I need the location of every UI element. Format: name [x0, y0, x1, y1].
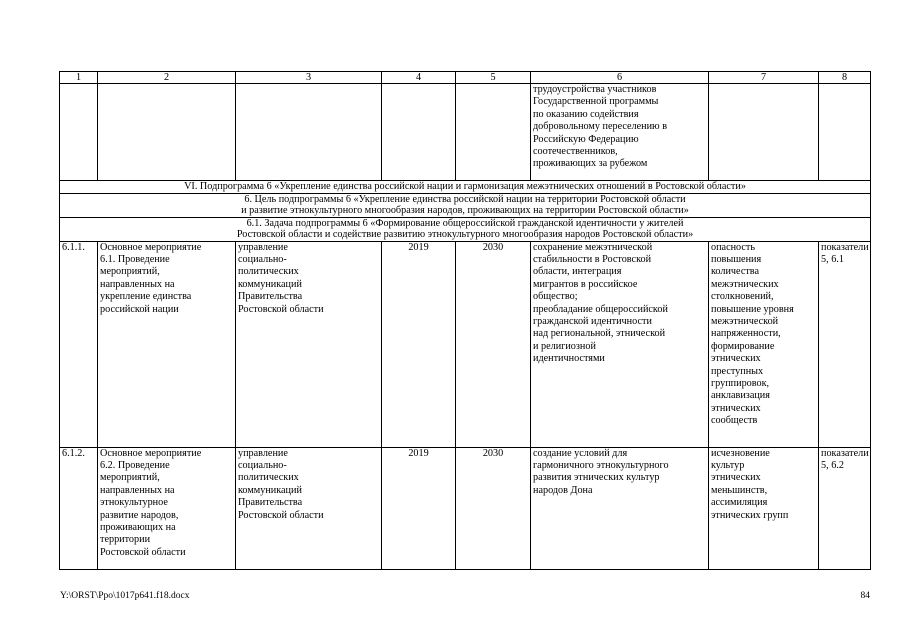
indicators: показатели 5, 6.2: [819, 447, 871, 569]
table-row: [60, 241, 871, 447]
subprogram-heading: VI. Подпрограмма 6 «Укрепление единства российской нации и гармонизация межэтнических отношений в Ростовской области»: [60, 181, 871, 194]
column-number: 4: [382, 72, 456, 84]
table-cell: [819, 84, 871, 181]
table-cell: [709, 84, 819, 181]
row-number: 6.1.1.: [60, 241, 98, 447]
column-number: 8: [819, 72, 871, 84]
measure-name: Основное мероприятие 6.1. Проведение мероприятий, направленных на укрепление единства российской нации: [98, 241, 236, 447]
measure-name: Основное мероприятие 6.2. Проведение мероприятий, направленных на этнокультурное развитие народов, проживающих на территории Ростовской области: [98, 447, 236, 569]
table-cell: [236, 84, 382, 181]
goal-heading: 6. Цель подпрограммы 6 «Укрепление единства российской нации на территории Ростовской области и развитие этнокультурного многообразия народов, проживающих на территории Ростовской области»: [60, 193, 871, 217]
end-year: 2030: [456, 447, 531, 569]
subprogram-heading-row: [60, 181, 871, 194]
goal-heading-row: [60, 193, 871, 217]
continuation-result-cell: трудоустройства участников Государственной программы по оказанию содействия добровольному переселению в Российскую Федерацию соотечественников, проживающих за рубежом: [531, 84, 709, 181]
end-year: 2030: [456, 241, 531, 447]
executor: управление социально- политических коммуникаций Правительства Ростовской области: [236, 241, 382, 447]
column-number: 3: [236, 72, 382, 84]
executor: управление социально- политических коммуникаций Правительства Ростовской области: [236, 447, 382, 569]
column-number: 7: [709, 72, 819, 84]
table-cell: [382, 84, 456, 181]
table-cell: [60, 84, 98, 181]
table-cell: [456, 84, 531, 181]
table-cell: [98, 84, 236, 181]
column-number: 5: [456, 72, 531, 84]
row-number: 6.1.2.: [60, 447, 98, 569]
column-number: 1: [60, 72, 98, 84]
column-number-row: [60, 72, 871, 84]
non-implementation-consequences: исчезновение культур этнических меньшинств, ассимиляция этнических групп: [709, 447, 819, 569]
start-year: 2019: [382, 447, 456, 569]
file-path: Y:\ORST\Ppo\1017p641.f18.docx: [60, 591, 190, 601]
continuation-row: [60, 84, 871, 181]
expected-result: создание условий для гармоничного этнокультурного развития этнических культур народов Дона: [531, 447, 709, 569]
expected-result: сохранение межэтнической стабильности в Ростовской области, интеграция мигрантов в российское общество; преобладание общероссийской гражданской идентичности над региональной, этнической и религиозной идентичностями: [531, 241, 709, 447]
column-number: 6: [531, 72, 709, 84]
measures-table: [59, 71, 871, 570]
task-heading: 6.1. Задача подпрограммы 6 «Формирование общероссийской гражданской идентичности у жителей Ростовской области и содействие развитию этнокультурного многообразия народов Ростовской области»: [60, 217, 871, 241]
page-number: 84: [860, 591, 870, 601]
table-row: [60, 447, 871, 569]
indicators: показатели 5, 6.1: [819, 241, 871, 447]
start-year: 2019: [382, 241, 456, 447]
non-implementation-consequences: опасность повышения количества межэтнических столкновений, повышение уровня межэтнической напряженности, формирование этнических преступных группировок, анклавизация этнических сообществ: [709, 241, 819, 447]
task-heading-row: [60, 217, 871, 241]
column-number: 2: [98, 72, 236, 84]
